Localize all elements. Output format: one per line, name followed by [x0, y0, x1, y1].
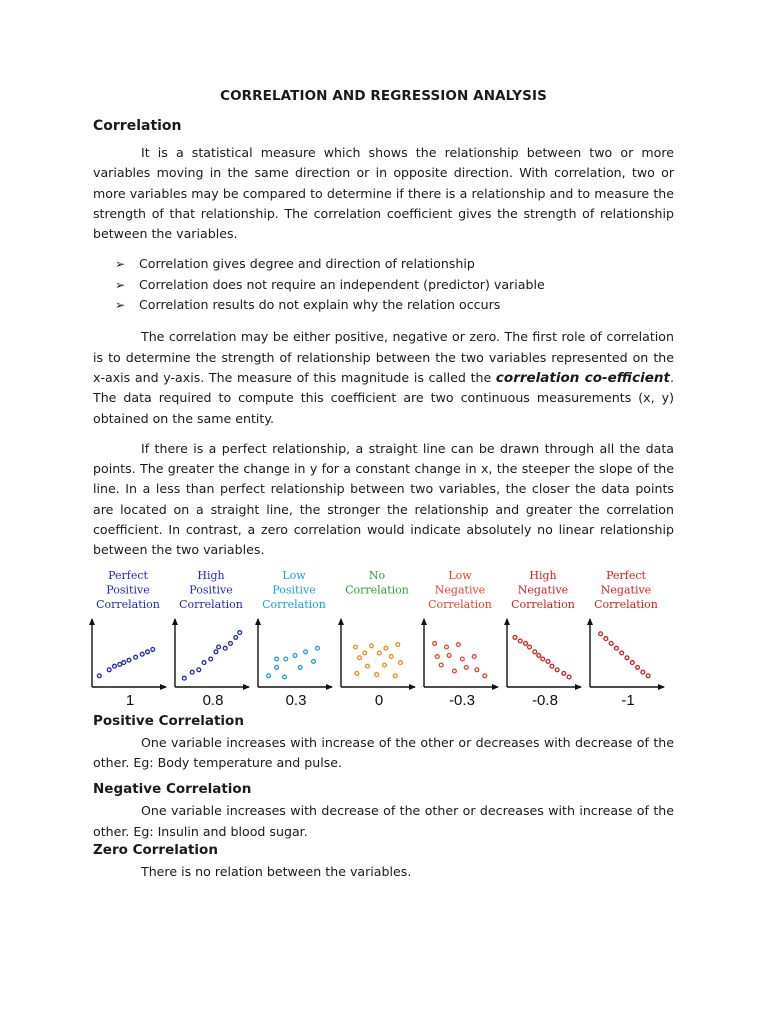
- panel-title-line: High: [529, 568, 557, 582]
- data-point: [190, 670, 194, 674]
- data-point: [433, 641, 437, 645]
- panel-title-line: Low: [448, 568, 472, 582]
- correlation-panel: [89, 569, 167, 707]
- panel-title-line: No: [368, 568, 386, 582]
- data-point: [118, 662, 122, 666]
- panel-title-line: Positive: [106, 583, 150, 597]
- data-point: [630, 660, 634, 664]
- data-point: [358, 656, 362, 660]
- data-point: [384, 646, 388, 650]
- data-point: [609, 641, 613, 645]
- data-point: [134, 655, 138, 659]
- panel-title-line: Negative: [434, 583, 486, 597]
- correlation-heading: Correlation: [93, 118, 182, 134]
- correlation-value-label: 0.8: [202, 691, 224, 707]
- data-point: [524, 641, 528, 645]
- correlation-types-paragraph: [93, 327, 674, 428]
- data-point: [636, 665, 640, 669]
- data-point: [399, 660, 403, 664]
- panel-title-line: Perfect: [606, 568, 646, 582]
- data-point: [370, 644, 374, 648]
- correlation-value-label: 0: [374, 691, 384, 707]
- data-point: [541, 657, 545, 661]
- data-point: [366, 664, 370, 668]
- correlation-value-label: -1: [621, 691, 635, 707]
- data-point: [389, 654, 393, 658]
- correlation-coefficient-term: correlation co-efficient: [495, 369, 670, 386]
- y-axis-arrow-icon: [504, 618, 510, 625]
- data-point: [599, 632, 603, 636]
- data-point: [355, 671, 359, 675]
- panel-title-line: Correlation: [262, 597, 326, 611]
- data-point: [283, 675, 287, 679]
- panel-title-line: Correlation: [594, 597, 658, 611]
- panel-title-line: Perfect: [108, 568, 148, 582]
- data-point: [475, 668, 479, 672]
- x-axis-arrow-icon: [160, 684, 167, 690]
- data-point: [234, 635, 238, 639]
- panel-title-line: Correlation: [428, 597, 492, 611]
- data-point: [375, 672, 379, 676]
- negative-correlation-heading: Negative Correlation: [93, 781, 252, 798]
- bullet-text: Correlation does not require an independent (predictor) variable: [139, 276, 545, 292]
- data-point: [445, 645, 449, 649]
- data-point: [533, 650, 537, 654]
- panel-title-line: Correlation: [96, 597, 160, 611]
- panel-title-line: Low: [282, 568, 306, 582]
- data-point: [528, 645, 532, 649]
- data-point: [275, 665, 279, 669]
- x-axis-arrow-icon: [575, 684, 582, 690]
- data-point: [518, 639, 522, 643]
- data-point: [127, 658, 131, 662]
- data-point: [284, 657, 288, 661]
- data-point: [304, 650, 308, 654]
- data-point: [293, 653, 297, 657]
- data-point: [151, 647, 155, 651]
- panel-title-line: Correlation: [345, 583, 409, 597]
- data-point: [472, 654, 476, 658]
- correlation-value-label: 0.3: [285, 691, 307, 707]
- data-point: [615, 646, 619, 650]
- data-point: [97, 674, 101, 678]
- data-point: [555, 668, 559, 672]
- data-point: [625, 656, 629, 660]
- positive-correlation-text: One variable increases with increase of the other or decreases with decrease of the other. Eg: Body temperature and pulse.: [93, 734, 674, 770]
- data-point: [537, 653, 541, 657]
- x-axis-arrow-icon: [409, 684, 416, 690]
- data-point: [447, 653, 451, 657]
- panel-title-line: Negative: [517, 583, 569, 597]
- data-point: [439, 663, 443, 667]
- x-axis-arrow-icon: [326, 684, 333, 690]
- y-axis-arrow-icon: [587, 618, 593, 625]
- data-point: [146, 650, 150, 654]
- panel-title-line: Correlation: [511, 597, 575, 611]
- data-point: [396, 642, 400, 646]
- data-point: [377, 651, 381, 655]
- data-point: [513, 635, 517, 639]
- panel-title-line: Correlation: [179, 597, 243, 611]
- data-point: [312, 659, 316, 663]
- data-point: [550, 664, 554, 668]
- data-point: [140, 652, 144, 656]
- y-axis-arrow-icon: [255, 618, 261, 625]
- x-axis-arrow-icon: [243, 684, 250, 690]
- data-point: [202, 660, 206, 664]
- correlation-panel: [587, 569, 665, 707]
- list-item: [93, 254, 674, 274]
- correlation-chart: [93, 567, 674, 707]
- document-title: CORRELATION AND REGRESSION ANALYSIS: [220, 88, 547, 104]
- data-point: [646, 674, 650, 678]
- correlation-panel: [421, 569, 499, 707]
- panel-title-line: Negative: [600, 583, 652, 597]
- arrow-bullet-icon: ➢: [115, 298, 126, 313]
- data-point: [546, 659, 550, 663]
- arrow-bullet-icon: ➢: [115, 257, 126, 272]
- data-point: [182, 676, 186, 680]
- positive-correlation-heading: Positive Correlation: [93, 712, 244, 729]
- correlation-value-label: 1: [125, 691, 135, 707]
- data-point: [567, 675, 571, 679]
- data-point: [238, 630, 242, 634]
- y-axis-arrow-icon: [172, 618, 178, 625]
- data-point: [316, 646, 320, 650]
- panel-title-line: High: [197, 568, 225, 582]
- correlation-panel: [172, 569, 250, 707]
- bullet-text: Correlation gives degree and direction of relationship: [139, 256, 475, 272]
- para-text: The correlation may be either positive, negative or zero. The first role of correlation is to determine the strength of relationship between the two variables represented on the x-axis and y-axis. The measure of this magnitude is called the: [93, 329, 674, 385]
- y-axis-arrow-icon: [338, 618, 344, 625]
- x-axis-arrow-icon: [492, 684, 499, 690]
- data-point: [217, 645, 221, 649]
- correlation-bullet-list: [93, 254, 674, 315]
- data-point: [229, 641, 233, 645]
- document-page: [93, 88, 674, 882]
- data-point: [460, 657, 464, 661]
- data-point: [562, 671, 566, 675]
- data-point: [197, 668, 201, 672]
- data-point: [393, 674, 397, 678]
- arrow-bullet-icon: ➢: [115, 277, 126, 292]
- negative-correlation-text: One variable increases with decrease of the other or decreases with increase of the other. Eg: Insulin and blood sugar.: [93, 803, 674, 839]
- data-point: [641, 670, 645, 674]
- panel-title-line: Positive: [189, 583, 233, 597]
- data-point: [298, 665, 302, 669]
- zero-correlation-text: There is no relation between the variables.: [141, 863, 412, 879]
- y-axis-arrow-icon: [89, 618, 95, 625]
- data-point: [456, 642, 460, 646]
- para-text: . The data required to compute this coefficient are two continuous measurements (x, y) obtained on the same entity.: [93, 369, 674, 426]
- data-point: [464, 665, 468, 669]
- data-point: [435, 654, 439, 658]
- data-point: [383, 663, 387, 667]
- data-point: [209, 657, 213, 661]
- zero-correlation-heading: Zero Correlation: [93, 841, 218, 858]
- correlation-definition-paragraph: It is a statistical measure which shows the relationship between two or more variables moving in the same direction or in opposite direction. With correlation, two or more variables may be compared to determine if there is a relationship and to measure the strength of that relationship. The correlation coefficient gives the strength of relationship between the variables.: [93, 145, 674, 242]
- data-point: [214, 650, 218, 654]
- data-point: [483, 674, 487, 678]
- correlation-panel: [504, 569, 582, 707]
- data-point: [604, 636, 608, 640]
- data-point: [223, 646, 227, 650]
- correlation-value-label: -0.3: [449, 691, 475, 707]
- data-point: [453, 669, 457, 673]
- panel-title-line: Positive: [272, 583, 316, 597]
- correlation-value-label: -0.8: [532, 691, 558, 707]
- correlation-panel: [338, 569, 416, 707]
- x-axis-arrow-icon: [658, 684, 665, 690]
- data-point: [620, 651, 624, 655]
- y-axis-arrow-icon: [421, 618, 427, 625]
- correlation-scatter-panels: [81, 567, 681, 707]
- correlation-panel: [255, 569, 333, 707]
- list-item: [93, 295, 674, 315]
- data-point: [113, 664, 117, 668]
- data-point: [363, 651, 367, 655]
- bullet-text: Correlation results do not explain why the relation occurs: [139, 297, 501, 313]
- perfect-relationship-paragraph: If there is a perfect relationship, a straight line can be drawn through all the data points. The greater the change in y for a constant change in x, the steeper the slope of the line. In a less than perfect relationship between two variables, the closer the data points are located on a straight line, the stronger the relationship and greater the correlation coefficient. In contrast, a zero correlation would indicate absolutely no linear relationship between the two variables.: [93, 440, 674, 558]
- list-item: [93, 275, 674, 295]
- data-point: [275, 657, 279, 661]
- data-point: [354, 645, 358, 649]
- data-point: [122, 660, 126, 664]
- data-point: [267, 674, 271, 678]
- data-point: [107, 668, 111, 672]
